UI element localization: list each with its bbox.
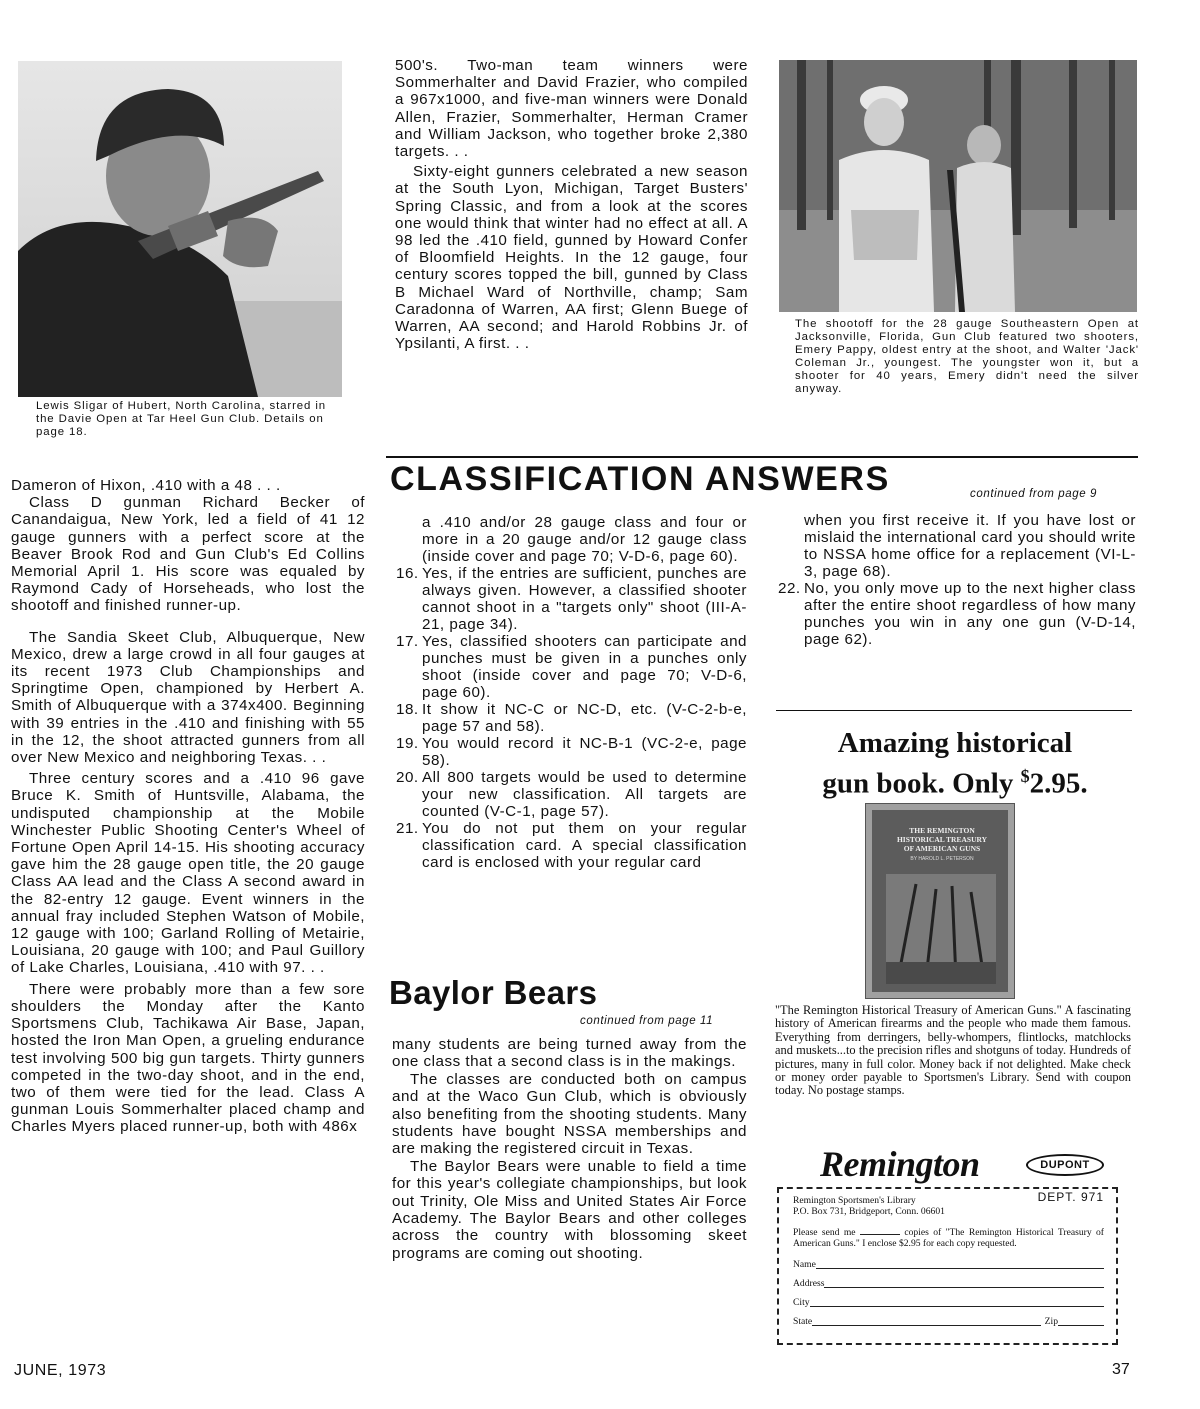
list-item (396, 735, 747, 769)
coupon-city-row (793, 1297, 1104, 1308)
coupon-order-prefix: Please send me (793, 1227, 856, 1238)
paragraph: Dameron of Hixon, .410 with a 48 . . . (11, 477, 281, 494)
paragraph: The classes are conducted both on campus and at the Waco Gun Club, which is obviously also benefiting from the shooting students. Many students have bought NSSA memberships and are making the registered circuit in Texas. (392, 1070, 747, 1158)
item-number: 19. (396, 735, 419, 752)
photo-left (18, 61, 342, 397)
ad-title-text: gun book. Only (822, 767, 1021, 800)
baylor-continued: continued from page 11 (580, 1015, 714, 1027)
state-field[interactable] (812, 1316, 1040, 1326)
photo-right (779, 60, 1137, 312)
coupon-header (793, 1190, 1104, 1219)
classification-right-column (778, 512, 1136, 648)
ad-title-line2 (775, 760, 1135, 801)
item-number: 21. (396, 820, 419, 837)
baylor-column (392, 1036, 747, 1262)
paragraph: 500's. Two-man team winners were Sommerhalter and David Frazier, who compiled a 967x1000, and five-man winners were Donald Allen, Frazier, Sommerhalter, Herman Cramer and William Jackson, who together broke 2,380 targets. . . (395, 57, 748, 161)
book-cover-art-icon (886, 874, 996, 984)
name-field[interactable] (816, 1259, 1104, 1269)
item-text: No, you only move up to the next higher class after the entire shoot regardless of how many punches you win in any one gun (V-D-14, page 62). (804, 580, 1136, 648)
paragraph: many students are being turned away from the one class that a second class is in the makings. (392, 1036, 747, 1071)
paragraph: Sixty-eight gunners celebrated a new season at the South Lyon, Michigan, Target Busters' Spring Classic, and from a look at the scores one would think that winter had no effect at all. A 98 led the .410 field, gunned by Howard Confer of Bloomfield Heights. In the 12 gauge, four century scores topped the bill, gunned by Class B Michael Ward of Northville, champ; Sam Caradonna of Warren, AA first; Glenn Buege of Warren, AA second; and Harold Robbins Jr. of Ypsilanti, A first. . . (395, 163, 748, 353)
paragraph: Class D gunman Richard Becker of Canandaigua, New York, led a field of 41 12 gauge gunners with a perfect score at the Beaver Brook Rod and Gun Club's Ed Collins Memorial April 1. His score was equaled by Raymond Cady of Horseheads, who lost the shootoff and finished runner-up. (11, 494, 365, 615)
photo-man-and-boy-in-woods-icon (779, 60, 1137, 312)
page-number: 37 (1112, 1361, 1130, 1378)
coupon-city-label: City (793, 1297, 810, 1308)
item-number: 18. (396, 701, 419, 718)
item-text: You do not put them on your regular classification card. A special classification card is enclosed with your regular card (422, 820, 747, 871)
dupont-logo: DUPONT (1026, 1154, 1104, 1176)
paragraph: The Sandia Skeet Club, Albuquerque, New Mexico, drew a large crowd in all four gauges at its recent 1973 Club Championships and Springtime Open, championed by Herbert A. Smith of Albuquerque with a 374x400. Beginning with 39 entries in the .410 and finishing with 55 in the 12, the shoot attracted gunners from all over New Mexico and neighboring Texas. . . (11, 628, 365, 767)
paragraph: Three century scores and a .410 96 gave Bruce K. Smith of Huntsville, Alabama, the undisputed championship at the Mobile Winchester Public Shooting Center's Wheel of Fortune Open April 14-15. His shooting accuracy gave him the 28 gauge open title, the 20 gauge Class AA lead and the Class A second award in the 82-entry 12 gauge. Event winners in the annual fray included Stephen Watson of Mobile, 12 gauge with 100; Garland Rolling of Metairie, Louisiana, 20 gauge with 100; and Paul Guillory of Lake Charles, Louisiana, .410 with 97. . . (11, 770, 365, 977)
ad-title-line1: Amazing historical (837, 727, 1073, 759)
item-text: Yes, classified shooters can participate and punches must be given in a punches only shoot (inside cover and page 70; V-D-6, page 60). (422, 633, 747, 701)
item-text: All 800 targets would be used to determine your new classification. All targets are counted (V-C-1, page 57). (422, 769, 747, 820)
classification-right-intro: when you first receive it. If you have lost or mislaid the international card you should write to NSSA home office for a replacement (VI-L-3, page 68). (804, 512, 1136, 580)
ad-price: 2.95. (1029, 767, 1088, 800)
item-number: 20. (396, 769, 419, 786)
coupon-zip-label: Zip (1044, 1316, 1058, 1327)
list-item (396, 701, 747, 735)
baylor-headline: Baylor Bears (389, 974, 598, 1011)
item-text: You would record it NC-B-1 (VC-2-e, page 58). (422, 735, 747, 769)
paragraph: There were probably more than a few sore shoulders the Monday after the Kanto Sportsmens Club, Tachikawa Air Base, Japan, hosted the Iron Man Open, a grueling endurance test involving 500 big gun targets. Thirty gunners competed in the two-day shoot, and in the end, two of them were tied for the lead. Class A gunman Louis Sommerhalter placed champ and Charles Myers placed runner-up, both with 486x (11, 980, 365, 1136)
photo-man-shooting-shotgun-icon (18, 61, 342, 397)
classification-intro: a .410 and/or 28 gauge class and four or more in a 20 gauge and/or 12 gauge class (inside cover and page 70; V-D-6, page 60). (422, 514, 747, 565)
coupon-order-middle: copies of "The Remington Historical Treasury of American Guns." I enclose $2.95 for each copy requested. (793, 1227, 1104, 1249)
left-column (11, 477, 365, 1136)
coupon-name-row (793, 1259, 1104, 1270)
list-item (396, 769, 747, 820)
section-divider (386, 456, 1138, 458)
book-cover-title: THE REMINGTON HISTORICAL TREASURY OF AMERICAN GUNS (896, 826, 988, 853)
item-number: 16. (396, 565, 419, 582)
top-middle-column (395, 57, 748, 352)
address-field[interactable] (824, 1278, 1104, 1288)
photo-right-caption: The shootoff for the 28 gauge Southeastern Open at Jacksonville, Florida, Gun Club featured two shooters, Emery Pappy, oldest entry at the shoot, and Walter 'Jack' Coleman Jr., youngest. The youngster won it, but a shooter for 40 years, Emery didn't need the silver anyway. (795, 318, 1139, 395)
list-item (396, 565, 747, 633)
ad-body: "The Remington Historical Treasury of American Guns." A fascinating history of American firearms and the people who made them famous. Everything from derringers, belly-whompers, flintlocks, matchlocks and muskets...to the precision rifles and shotguns of today. Hundreds of pictures, many in full color. Money back if not delighted. Make check or money order payable to Sportsmen's Library. Send with coupon today. No postage stamps. (775, 1003, 1131, 1098)
copies-field[interactable] (860, 1225, 900, 1235)
classification-continued: continued from page 9 (970, 488, 1098, 500)
city-field[interactable] (810, 1297, 1104, 1307)
list-item (396, 820, 747, 871)
classification-list (396, 514, 747, 871)
coupon-address-label: Address (793, 1278, 825, 1289)
ad-title (775, 727, 1135, 801)
list-item (778, 580, 1136, 648)
book-cover-author: BY HAROLD L. PETERSON (910, 856, 974, 862)
coupon-order-text (793, 1225, 1104, 1249)
coupon-state-row (793, 1316, 1104, 1327)
item-number: 22. (778, 580, 801, 597)
ad-divider (776, 710, 1132, 711)
zip-field[interactable] (1058, 1316, 1104, 1326)
remington-logo: Remington (820, 1144, 980, 1184)
list-item (396, 633, 747, 701)
book-image (865, 803, 1015, 999)
classification-headline: CLASSIFICATION ANSWERS (390, 460, 890, 498)
coupon-address-line2: P.O. Box 731, Bridgeport, Conn. 06601 (793, 1206, 945, 1217)
order-coupon[interactable] (777, 1187, 1118, 1345)
item-text: Yes, if the entries are sufficient, punches are always given. However, a classified shooter cannot shoot in a "targets only" shoot (III-A-21, page 34). (422, 565, 747, 633)
item-number: 17. (396, 633, 419, 650)
coupon-state-label: State (793, 1316, 813, 1327)
coupon-address-row (793, 1278, 1104, 1289)
footer-date: JUNE, 1973 (14, 1362, 107, 1379)
paragraph: The Baylor Bears were unable to field a time for this year's collegiate championships, but look out Trinity, Ole Miss and United States Air Force Academy. The Baylor Bears and other colleges across the country with blossoming skeet programs are coming out shooting. (392, 1157, 747, 1262)
item-text: It show it NC-C or NC-D, etc. (V-C-2-b-e, page 57 and 58). (422, 701, 747, 735)
ad-brand-row (820, 1144, 1120, 1184)
coupon-address-line1: Remington Sportsmen's Library (793, 1195, 916, 1206)
ad-price-symbol: $ (1020, 766, 1030, 786)
coupon-dept: DEPT. 971 (1037, 1190, 1104, 1204)
coupon-name-label: Name (793, 1259, 816, 1270)
photo-left-caption: Lewis Sligar of Hubert, North Carolina, starred in the Davie Open at Tar Heel Gun Club. Details on page 18. (36, 400, 327, 438)
